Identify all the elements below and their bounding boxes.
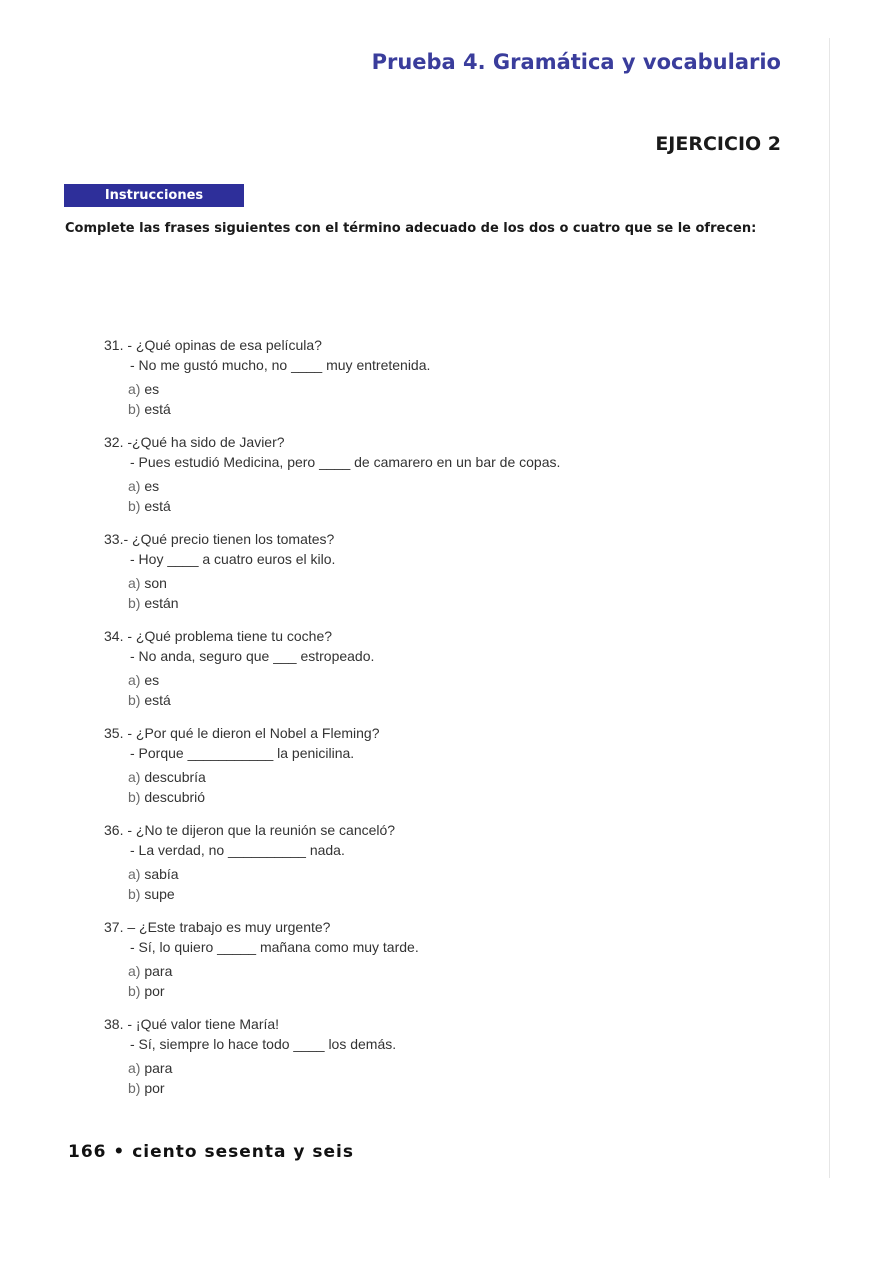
option-text: es bbox=[144, 381, 160, 397]
option-a bbox=[128, 961, 804, 981]
question-prompt: 31. - ¿Qué opinas de esa película? bbox=[104, 337, 322, 353]
question-36 bbox=[104, 820, 804, 917]
question-list bbox=[104, 335, 804, 1111]
question-prompt: 33.- ¿Qué precio tienen los tomates? bbox=[104, 531, 335, 547]
option-letter: a) bbox=[128, 769, 141, 785]
option-text: para bbox=[144, 1060, 173, 1076]
question-prompt: 32. -¿Qué ha sido de Javier? bbox=[104, 434, 285, 450]
option-b bbox=[128, 593, 804, 613]
answer-options bbox=[104, 379, 804, 419]
option-text: supe bbox=[144, 886, 175, 902]
question-38 bbox=[104, 1014, 804, 1111]
answer-options bbox=[104, 476, 804, 516]
question-prompt: 37. – ¿Este trabajo es muy urgente? bbox=[104, 919, 331, 935]
option-letter: b) bbox=[128, 1080, 141, 1096]
question-32 bbox=[104, 432, 804, 529]
option-letter: b) bbox=[128, 595, 141, 611]
page-footer: 166 • ciento sesenta y seis bbox=[68, 1142, 354, 1162]
option-letter: b) bbox=[128, 401, 141, 417]
question-33 bbox=[104, 529, 804, 626]
answer-options bbox=[104, 1058, 804, 1098]
option-letter: b) bbox=[128, 692, 141, 708]
option-text: está bbox=[144, 498, 171, 514]
option-a bbox=[128, 670, 804, 690]
answer-options bbox=[104, 961, 804, 1001]
option-letter: a) bbox=[128, 381, 141, 397]
option-b bbox=[128, 399, 804, 419]
question-prompt: 38. - ¡Qué valor tiene María! bbox=[104, 1016, 280, 1032]
option-letter: b) bbox=[128, 498, 141, 514]
option-letter: a) bbox=[128, 478, 141, 494]
option-text: están bbox=[144, 595, 179, 611]
option-text: está bbox=[144, 692, 171, 708]
exercise-title: EJERCICIO 2 bbox=[655, 133, 781, 155]
option-b bbox=[128, 884, 804, 904]
question-prompt: 36. - ¿No te dijeron que la reunión se canceló? bbox=[104, 822, 396, 838]
option-b bbox=[128, 787, 804, 807]
option-a bbox=[128, 476, 804, 496]
option-a bbox=[128, 379, 804, 399]
option-a bbox=[128, 767, 804, 787]
instructions-badge: Instrucciones bbox=[64, 184, 244, 207]
option-text: por bbox=[144, 1080, 165, 1096]
question-35 bbox=[104, 723, 804, 820]
option-letter: a) bbox=[128, 575, 141, 591]
option-letter: b) bbox=[128, 789, 141, 805]
answer-options bbox=[104, 670, 804, 710]
option-text: por bbox=[144, 983, 165, 999]
option-letter: a) bbox=[128, 866, 141, 882]
question-31 bbox=[104, 335, 804, 432]
page-edge-rule bbox=[829, 38, 830, 1178]
question-34 bbox=[104, 626, 804, 723]
answer-options bbox=[104, 573, 804, 613]
option-text: es bbox=[144, 478, 160, 494]
question-reply: - Hoy ____ a cuatro euros el kilo. bbox=[130, 551, 336, 567]
question-reply: - Porque ___________ la penicilina. bbox=[130, 745, 355, 761]
question-reply: - Pues estudió Medicina, pero ____ de camarero en un bar de copas. bbox=[130, 454, 561, 470]
option-b bbox=[128, 496, 804, 516]
answer-options bbox=[104, 767, 804, 807]
answer-options bbox=[104, 864, 804, 904]
option-letter: a) bbox=[128, 672, 141, 688]
option-text: descubría bbox=[144, 769, 206, 785]
option-letter: b) bbox=[128, 983, 141, 999]
option-b bbox=[128, 690, 804, 710]
section-title: Prueba 4. Gramática y vocabulario bbox=[371, 50, 781, 74]
option-text: sabía bbox=[144, 866, 179, 882]
question-reply: - No anda, seguro que ___ estropeado. bbox=[130, 648, 375, 664]
question-reply: - Sí, siempre lo hace todo ____ los demás. bbox=[130, 1036, 397, 1052]
instructions-text: Complete las frases siguientes con el término adecuado de los dos o cuatro que se le ofrecen: bbox=[65, 221, 757, 236]
option-letter: a) bbox=[128, 963, 141, 979]
option-letter: a) bbox=[128, 1060, 141, 1076]
question-prompt: 34. - ¿Qué problema tiene tu coche? bbox=[104, 628, 333, 644]
question-reply: - La verdad, no __________ nada. bbox=[130, 842, 345, 858]
option-text: es bbox=[144, 672, 160, 688]
question-prompt: 35. - ¿Por qué le dieron el Nobel a Fleming? bbox=[104, 725, 380, 741]
option-b bbox=[128, 981, 804, 1001]
question-37 bbox=[104, 917, 804, 1014]
question-reply: - Sí, lo quiero _____ mañana como muy tarde. bbox=[130, 939, 419, 955]
option-letter: b) bbox=[128, 886, 141, 902]
option-a bbox=[128, 1058, 804, 1078]
option-a bbox=[128, 573, 804, 593]
question-reply: - No me gustó mucho, no ____ muy entretenida. bbox=[130, 357, 431, 373]
option-a bbox=[128, 864, 804, 884]
option-text: para bbox=[144, 963, 173, 979]
option-text: son bbox=[144, 575, 167, 591]
option-text: está bbox=[144, 401, 171, 417]
option-text: descubrió bbox=[144, 789, 206, 805]
option-b bbox=[128, 1078, 804, 1098]
